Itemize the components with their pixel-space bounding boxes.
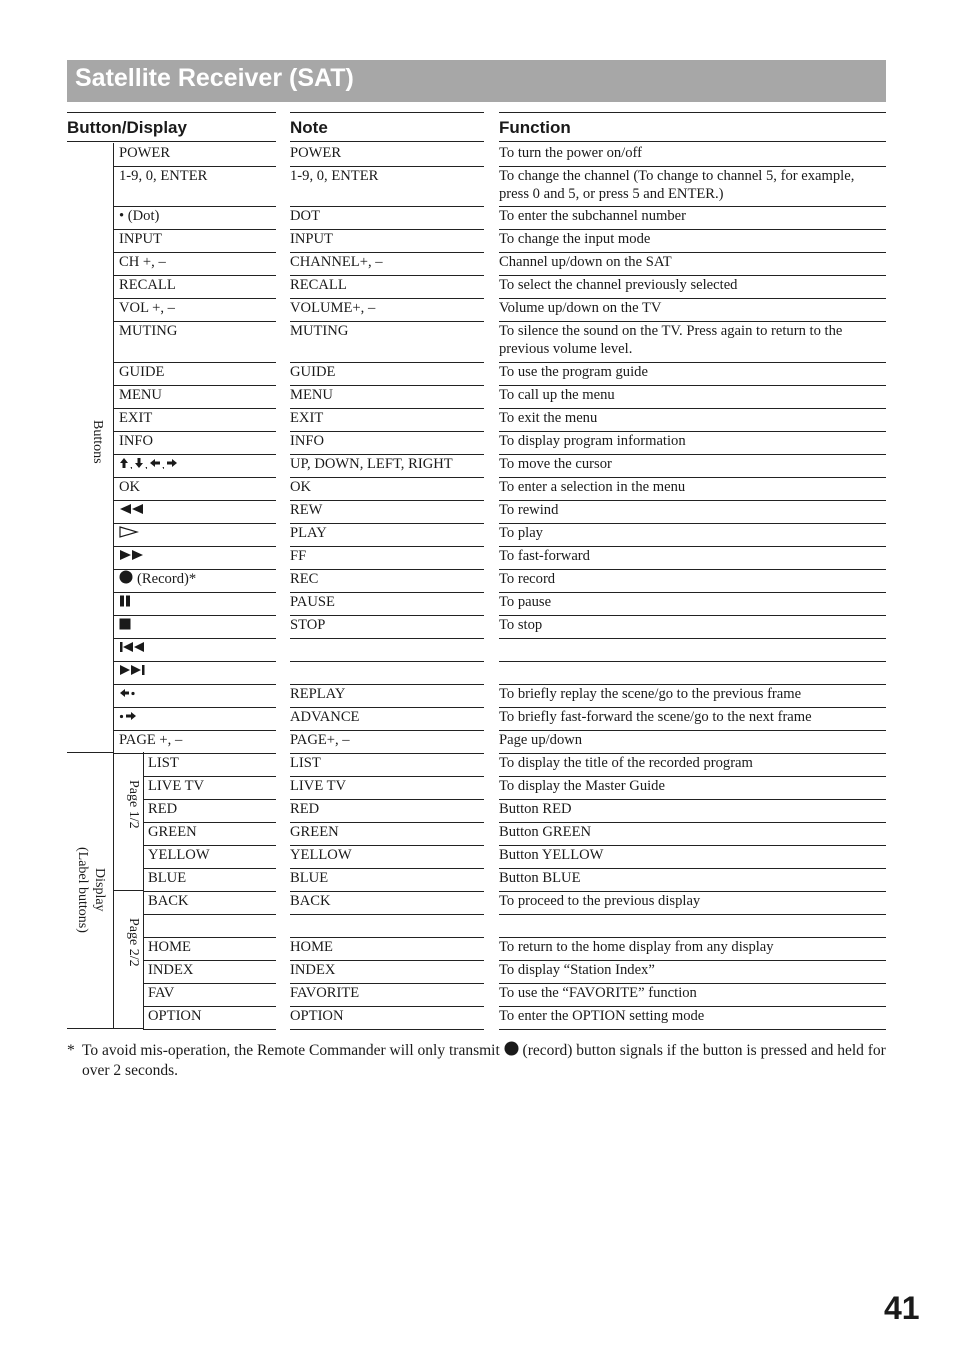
button-cell (119, 455, 191, 474)
note-cell: UP, DOWN, LEFT, RIGHT (290, 456, 453, 472)
button-cell (148, 984, 174, 1002)
button-cell (119, 524, 143, 543)
button-cell (119, 547, 149, 566)
note-cell: FF (290, 548, 307, 564)
note-cell: 1-9, 0, ENTER (290, 168, 379, 184)
function-cell: To enter the OPTION setting mode (499, 1008, 705, 1024)
page-rule (113, 890, 143, 891)
button-label: (Record)* (137, 571, 197, 587)
button-label: 1-9, 0, ENTER (119, 168, 208, 184)
button-label: INPUT (119, 231, 162, 247)
button-cell (148, 869, 186, 887)
note-cell: INPUT (290, 231, 333, 247)
button-cell (148, 823, 197, 841)
function-cell: To use the “FAVORITE” function (499, 985, 697, 1001)
button-cell (119, 363, 164, 381)
button-cell (148, 961, 193, 979)
row-rule (499, 661, 886, 662)
note-cell: INDEX (290, 962, 336, 978)
button-cell (119, 207, 159, 225)
function-cell: To briefly fast-forward the scene/go to the next frame (499, 709, 812, 725)
function-cell: To enter the subchannel number (499, 208, 687, 224)
button-label: RECALL (119, 277, 176, 293)
button-label: MENU (119, 387, 162, 403)
fast-forward-icon (119, 548, 145, 566)
row-rule (499, 1029, 886, 1030)
function-cell: Button BLUE (499, 870, 581, 886)
note-cell: PLAY (290, 525, 327, 541)
svg-text:,: , (130, 458, 133, 469)
function-cell: To turn the power on/off (499, 145, 642, 161)
header-rule (290, 141, 484, 142)
row-rule (499, 914, 886, 915)
arrows-icon (119, 456, 187, 474)
button-cell (119, 253, 166, 271)
function-cell: To proceed to the previous display (499, 893, 701, 909)
button-cell (119, 409, 152, 427)
button-cell (148, 846, 210, 864)
note-cell: PAUSE (290, 594, 335, 610)
group-rule (67, 752, 113, 753)
header-rule-top (499, 112, 886, 113)
play-icon (119, 525, 139, 543)
next-icon (119, 663, 147, 681)
function-cell: Volume up/down on the TV (499, 300, 662, 316)
button-cell (119, 685, 141, 704)
row-rule (290, 569, 484, 570)
group-label-page-1: Page 1/2 (126, 780, 141, 829)
row-rule (113, 592, 276, 593)
note-cell: PAGE+, – (290, 732, 350, 748)
note-cell: MENU (290, 387, 333, 403)
row-rule (290, 914, 484, 915)
button-cell (119, 708, 141, 727)
page-title-banner (67, 60, 886, 102)
note-cell: ADVANCE (290, 709, 360, 725)
footnote-mark: * (67, 1042, 75, 1059)
record-icon (119, 570, 133, 589)
note-cell: STOP (290, 617, 326, 633)
column-rule (143, 752, 144, 1029)
header-rule (67, 141, 276, 142)
function-cell: To silence the sound on the TV. Press again to return to the previous volume level. (499, 323, 843, 357)
button-cell (148, 777, 204, 795)
note-cell: GREEN (290, 824, 339, 840)
row-rule (290, 638, 484, 639)
function-cell: To exit the menu (499, 410, 598, 426)
stop-icon (119, 617, 131, 635)
button-label: HOME (148, 939, 191, 955)
button-cell (148, 892, 189, 910)
svg-text:,: , (145, 458, 148, 469)
function-cell: Channel up/down on the SAT (499, 254, 672, 270)
note-cell: RECALL (290, 277, 347, 293)
function-cell: To display the title of the recorded program (499, 755, 753, 771)
function-cell: To stop (499, 617, 543, 633)
button-label: POWER (119, 145, 171, 161)
button-label: RED (148, 801, 178, 817)
note-cell: FAVORITE (290, 985, 360, 1001)
button-label: MUTING (119, 323, 178, 339)
function-cell: Button RED (499, 801, 572, 817)
page-number: 41 (884, 1290, 920, 1326)
note-cell: VOLUME+, – (290, 300, 376, 316)
button-label: FAV (148, 985, 175, 1001)
function-cell: Button GREEN (499, 824, 592, 840)
group-rule (67, 1028, 113, 1029)
button-cell (119, 167, 207, 185)
function-cell: To play (499, 525, 543, 541)
button-cell (119, 230, 162, 248)
note-cell: REPLAY (290, 686, 346, 702)
function-cell: To record (499, 571, 556, 587)
function-cell: To display “Station Index” (499, 962, 655, 978)
advance-icon (119, 709, 137, 727)
function-cell: To move the cursor (499, 456, 612, 472)
note-cell: YELLOW (290, 847, 352, 863)
button-cell (119, 432, 153, 450)
button-cell (119, 322, 177, 340)
row-rule (113, 615, 276, 616)
column-rule (113, 143, 114, 1029)
function-cell: To pause (499, 594, 552, 610)
note-cell: BACK (290, 893, 331, 909)
function-cell: To select the channel previously selected (499, 277, 738, 293)
function-cell: To rewind (499, 502, 559, 518)
pause-icon (119, 594, 131, 612)
page-title: Satellite Receiver (SAT) (75, 64, 354, 92)
function-cell: To use the program guide (499, 364, 648, 380)
button-cell (148, 938, 191, 956)
row-rule (290, 477, 484, 478)
button-label: • (Dot) (119, 208, 160, 224)
note-cell: EXIT (290, 410, 324, 426)
button-label: BLUE (148, 870, 187, 886)
row-rule (143, 1029, 276, 1030)
row-rule (290, 661, 484, 662)
button-cell (119, 639, 151, 658)
button-cell (119, 593, 135, 612)
footnote-text-after: (record) button signals if the button is pressed and held for over 2 seconds. (82, 1042, 886, 1080)
group-label-display-line: (Label buttons) (75, 847, 90, 933)
button-cell (148, 754, 179, 772)
header-note: Note (290, 118, 328, 137)
group-label-page-2: Page 2/2 (126, 918, 141, 967)
button-cell (119, 501, 149, 520)
row-rule (290, 546, 484, 547)
note-cell: LIVE TV (290, 778, 347, 794)
row-rule (113, 753, 276, 754)
button-cell (119, 144, 170, 162)
button-cell (148, 1007, 202, 1025)
note-cell: BLUE (290, 870, 329, 886)
note-cell: GUIDE (290, 364, 336, 380)
header-button-display: Button/Display (67, 118, 187, 137)
function-cell: To fast-forward (499, 548, 590, 564)
note-cell: INFO (290, 433, 325, 449)
note-cell: POWER (290, 145, 342, 161)
button-label: VOL +, – (119, 300, 175, 316)
function-cell: To display program information (499, 433, 686, 449)
group-label-buttons: Buttons (90, 420, 105, 464)
button-label: YELLOW (148, 847, 210, 863)
record-icon (504, 1041, 519, 1061)
previous-icon (119, 640, 147, 658)
row-rule (499, 638, 886, 639)
replay-icon (119, 686, 137, 704)
note-cell: REW (290, 502, 323, 518)
note-cell: LIST (290, 755, 321, 771)
button-cell (119, 570, 196, 589)
note-cell: HOME (290, 939, 333, 955)
note-cell: OK (290, 479, 312, 495)
button-label: GUIDE (119, 364, 165, 380)
button-label: OPTION (148, 1008, 202, 1024)
footnote-text-before: To avoid mis-operation, the Remote Commander will only transmit (82, 1042, 500, 1059)
button-label: EXIT (119, 410, 153, 426)
header-rule-top (290, 112, 484, 113)
rewind-icon (119, 502, 145, 520)
group-label-display (64, 835, 108, 945)
button-label: GREEN (148, 824, 197, 840)
function-cell: Button YELLOW (499, 847, 604, 863)
function-cell: To change the channel (To change to channel 5, for example, press 0 and 5, or press 5 and ENTER.) (499, 168, 855, 202)
button-label: LIVE TV (148, 778, 205, 794)
header-rule (499, 141, 886, 142)
group-label-display-line: Display (92, 868, 107, 912)
function-cell: To return to the home display from any display (499, 939, 774, 955)
button-cell (119, 299, 175, 317)
row-rule (290, 1029, 484, 1030)
note-cell: DOT (290, 208, 320, 224)
button-label: OK (119, 479, 141, 495)
button-cell (119, 662, 151, 681)
note-cell: RED (290, 801, 320, 817)
button-label: INDEX (148, 962, 194, 978)
note-cell: OPTION (290, 1008, 344, 1024)
button-cell (119, 276, 176, 294)
button-cell (148, 800, 177, 818)
button-cell (119, 386, 162, 404)
note-cell: CHANNEL+, – (290, 254, 383, 270)
function-cell: Page up/down (499, 732, 583, 748)
button-cell (119, 616, 135, 635)
page-rule (113, 1028, 143, 1029)
button-label: BACK (148, 893, 189, 909)
button-label: CH +, – (119, 254, 166, 270)
button-cell (119, 731, 182, 749)
row-rule (143, 914, 276, 915)
svg-text:,: , (162, 458, 165, 469)
note-cell: REC (290, 571, 319, 587)
function-cell: To display the Master Guide (499, 778, 665, 794)
function-cell: To briefly replay the scene/go to the previous frame (499, 686, 802, 702)
function-cell: To change the input mode (499, 231, 651, 247)
button-label: INFO (119, 433, 154, 449)
header-rule-top (67, 112, 276, 113)
button-label: LIST (148, 755, 179, 771)
function-cell: To enter a selection in the menu (499, 479, 686, 495)
function-cell: To call up the menu (499, 387, 615, 403)
note-cell: MUTING (290, 323, 349, 339)
button-cell (119, 478, 140, 496)
header-function: Function (499, 118, 571, 137)
button-label: PAGE +, – (119, 732, 183, 748)
